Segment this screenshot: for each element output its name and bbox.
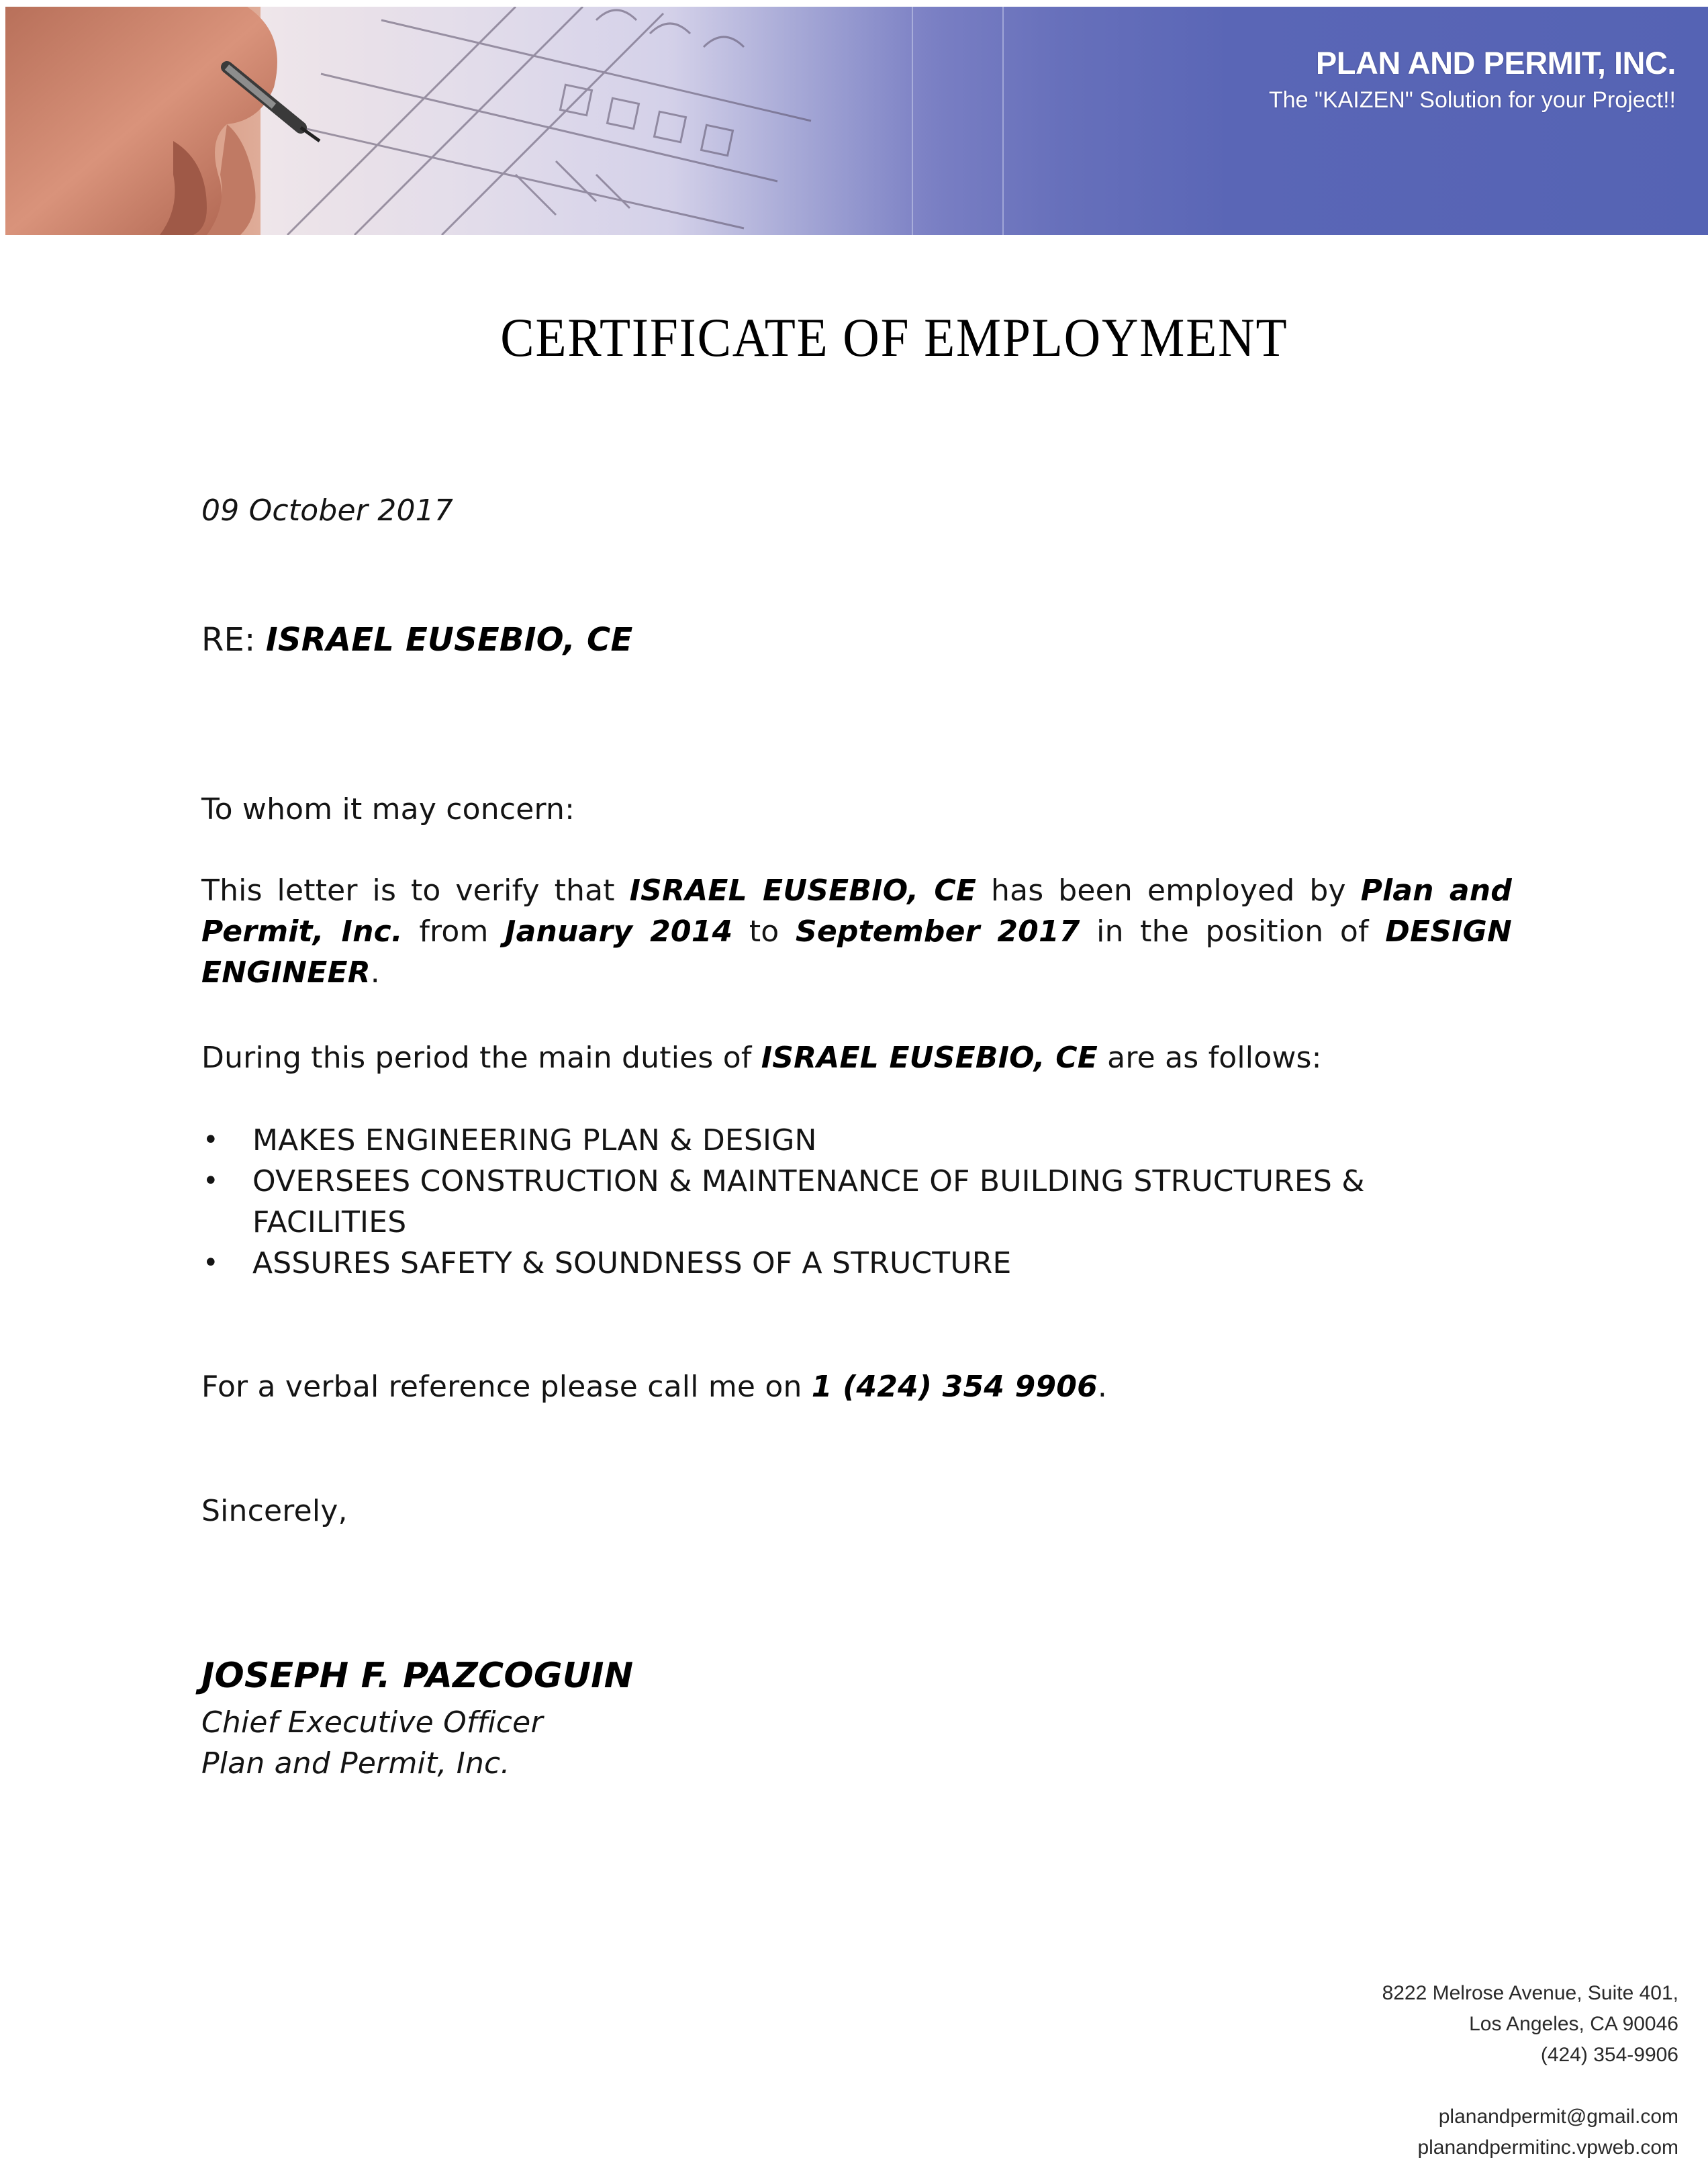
duty-text: MAKES ENGINEERING PLAN & DESIGN: [252, 1123, 817, 1158]
duty-item: [201, 1161, 1477, 1243]
duty-item: [201, 1120, 1477, 1161]
footer-email: planandpermit@gmail.com: [1438, 2106, 1678, 2128]
employment-start-date: January 2014: [505, 914, 733, 949]
reference-line: [201, 1366, 1512, 1407]
company-name: PLAN AND PERMIT, INC.: [1315, 45, 1676, 81]
text-fragment: from: [402, 914, 506, 949]
footer-phone: (424) 354-9906: [1540, 2044, 1678, 2066]
document-title: CERTIFICATE OF EMPLOYMENT: [500, 307, 1288, 368]
footer-contact-block: [1417, 2102, 1678, 2163]
duty-text: OVERSEES CONSTRUCTION & MAINTENANCE OF BUILDING STRUCTURES & FACILITIES: [252, 1164, 1365, 1239]
company-tagline: The "KAIZEN" Solution for your Project!!: [1268, 87, 1676, 113]
re-label: RE:: [201, 621, 256, 659]
duties-intro: [201, 1037, 1512, 1078]
employee-name: ISRAEL EUSEBIO, CE: [629, 874, 977, 908]
duty-item: [201, 1243, 1477, 1284]
signer-name: JOSEPH F. PAZCOGUIN: [201, 1656, 634, 1696]
text-fragment: .: [370, 955, 380, 990]
bullet-icon: •: [203, 1247, 219, 1278]
signer-title: Chief Executive Officer: [201, 1705, 543, 1740]
salutation: To whom it may concern:: [201, 792, 575, 827]
text-fragment: in the position of: [1080, 914, 1386, 949]
text-fragment: are as follows:: [1097, 1041, 1322, 1075]
architect-hand-image-icon: [5, 7, 945, 235]
footer-address-line1: 8222 Melrose Avenue, Suite 401,: [1382, 1982, 1678, 2004]
bullet-icon: •: [203, 1125, 219, 1155]
re-line: [201, 620, 1512, 661]
text-fragment: This letter is to verify that: [201, 874, 630, 908]
text-fragment: has been employed by: [976, 874, 1361, 908]
footer-address-line2: Los Angeles, CA 90046: [1469, 2013, 1678, 2035]
text-fragment: During this period the main duties of: [201, 1041, 761, 1075]
banner-seam-divider: [1002, 7, 1004, 235]
letter-date: 09 October 2017: [201, 493, 454, 528]
re-employee-name: ISRAEL EUSEBIO, CE: [265, 621, 633, 659]
footer-address-block: [1382, 1978, 1678, 2071]
position-title: DESIGN ENGINEER: [201, 914, 1512, 990]
text-fragment: For a verbal reference please call me on: [201, 1370, 812, 1404]
verification-paragraph: [201, 870, 1512, 993]
banner-photo-hand-drawing-plan: [5, 7, 945, 235]
header-banner: [5, 7, 1708, 235]
duty-text: ASSURES SAFETY & SOUNDNESS OF A STRUCTURE: [252, 1246, 1012, 1280]
duties-list: [201, 1120, 1512, 1284]
banner-seam-divider: [912, 7, 913, 235]
closing: Sincerely,: [201, 1494, 348, 1528]
employee-name: ISRAEL EUSEBIO, CE: [761, 1041, 1098, 1075]
text-fragment: to: [732, 914, 796, 949]
signer-company: Plan and Permit, Inc.: [201, 1746, 510, 1781]
text-fragment: .: [1097, 1370, 1108, 1404]
employment-end-date: September 2017: [795, 914, 1080, 949]
reference-phone: 1 (424) 354 9906: [811, 1370, 1098, 1404]
employer-name: Plan and Permit, Inc.: [201, 874, 1512, 949]
bullet-icon: •: [203, 1166, 219, 1196]
footer-website: planandpermitinc.vpweb.com: [1417, 2136, 1678, 2159]
